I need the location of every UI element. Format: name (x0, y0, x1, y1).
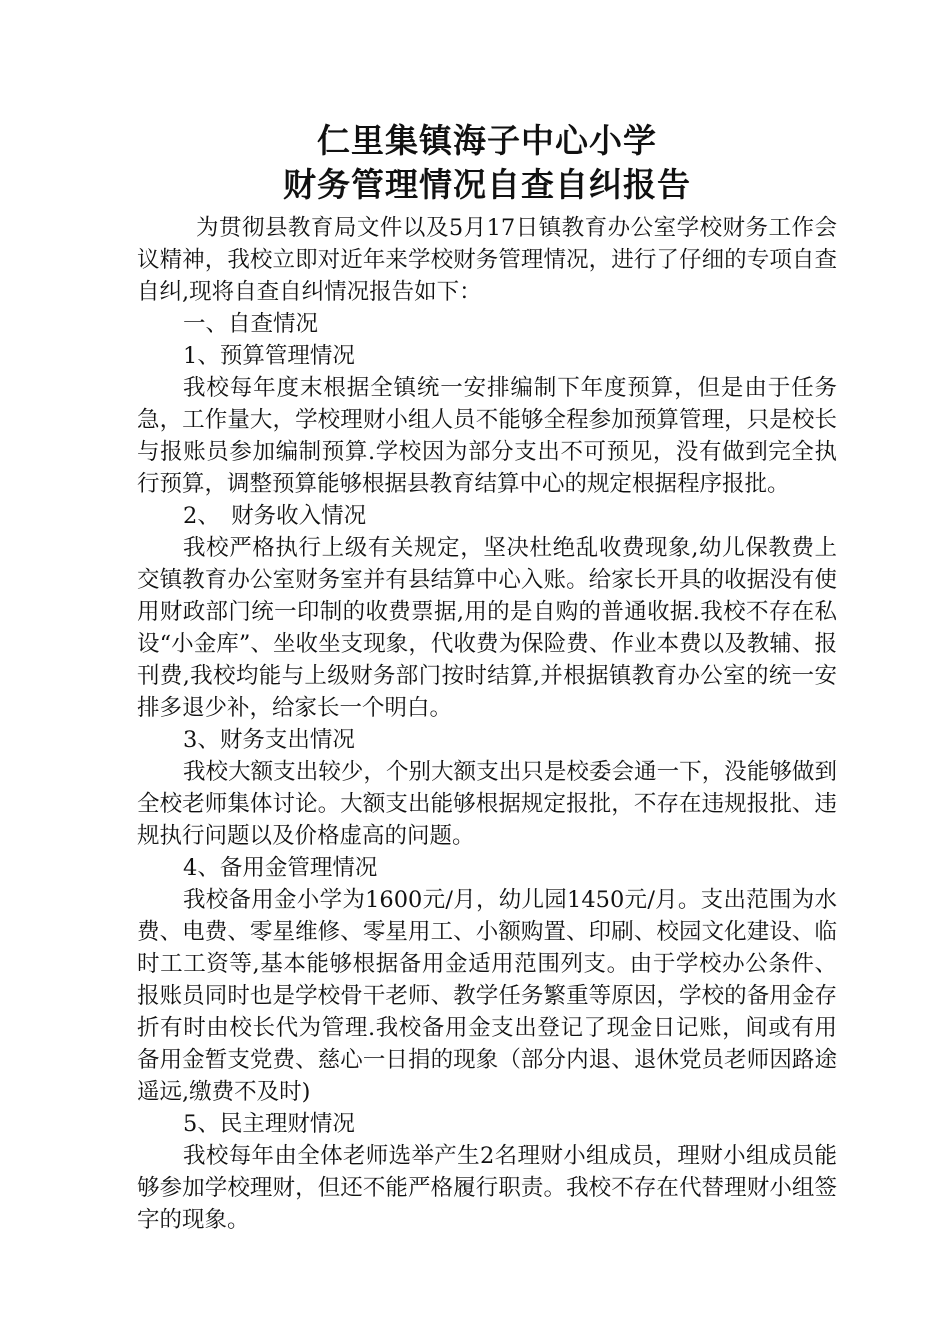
document-title-line2: 财务管理情况自查自纠报告 (283, 165, 691, 204)
subheading-democratic-finance: 5、民主理财情况 (183, 1111, 355, 1137)
subheading-income: 2、 财务收入情况 (183, 503, 367, 529)
paragraph-petty-cash: 我校备用金小学为1600元/月，幼儿园1450元/月。支出范围为水费、电费、零星维修、零星用工、小额购置、印刷、校园文化建设、临时工工资等,基本能够根据备用金适用范围列支。由于学校办公条件、报账员同时也是学校骨干老师、教学任务繁重等原因，学校的备用金存折有时由校长代为管理.我校备用金支出登记了现金日记账，间或有用备用金暂支党费、慈心一日捐的现象（部分内退、退休党员老师因路途遥远,缴费不及时) (137, 887, 837, 1105)
subheading-budget: 1、预算管理情况 (183, 343, 355, 369)
document-content (137, 118, 837, 1236)
section-heading-self-check: 一、自查情况 (183, 311, 319, 337)
subheading-petty-cash: 4、备用金管理情况 (183, 855, 378, 881)
document-title-line1: 仁里集镇海子中心小学 (317, 121, 657, 160)
paragraph-income: 我校严格执行上级有关规定，坚决杜绝乱收费现象,幼儿保教费上交镇教育办公室财务室并有县结算中心入账。给家长开具的收据没有使用财政部门统一印制的收费票据,用的是自购的普通收据.我校不存在私设“小金库”、坐收坐支现象，代收费为保险费、作业本费以及教辅、报刊费,我校均能与上级财务部门按时结算,并根据镇教育办公室的统一安排多退少补，给家长一个明白。 (137, 535, 837, 721)
document-body (137, 212, 837, 1236)
paragraph-budget: 我校每年度末根据全镇统一安排编制下年度预算，但是由于任务急，工作量大，学校理财小组人员不能够全程参加预算管理，只是校长与报账员参加编制预算.学校因为部分支出不可预见，没有做到完全执行预算，调整预算能够根据县教育结算中心的规定根据程序报批。 (137, 375, 837, 497)
paragraph-democratic-finance: 我校每年由全体老师选举产生2名理财小组成员，理财小组成员能够参加学校理财，但还不能严格履行职责。我校不存在代替理财小组签字的现象。 (137, 1143, 837, 1233)
paragraph-expenditure: 我校大额支出较少，个别大额支出只是校委会通一下，没能够做到全校老师集体讨论。大额支出能够根据规定报批，不存在违规报批、违规执行问题以及价格虚高的问题。 (137, 759, 837, 849)
subheading-expenditure: 3、财务支出情况 (183, 727, 355, 753)
intro-paragraph: 为贯彻县教育局文件以及5月17日镇教育办公室学校财务工作会议精神，我校立即对近年来学校财务管理情况，进行了仔细的专项自查自纠,现将自查自纠情况报告如下： (137, 215, 837, 305)
